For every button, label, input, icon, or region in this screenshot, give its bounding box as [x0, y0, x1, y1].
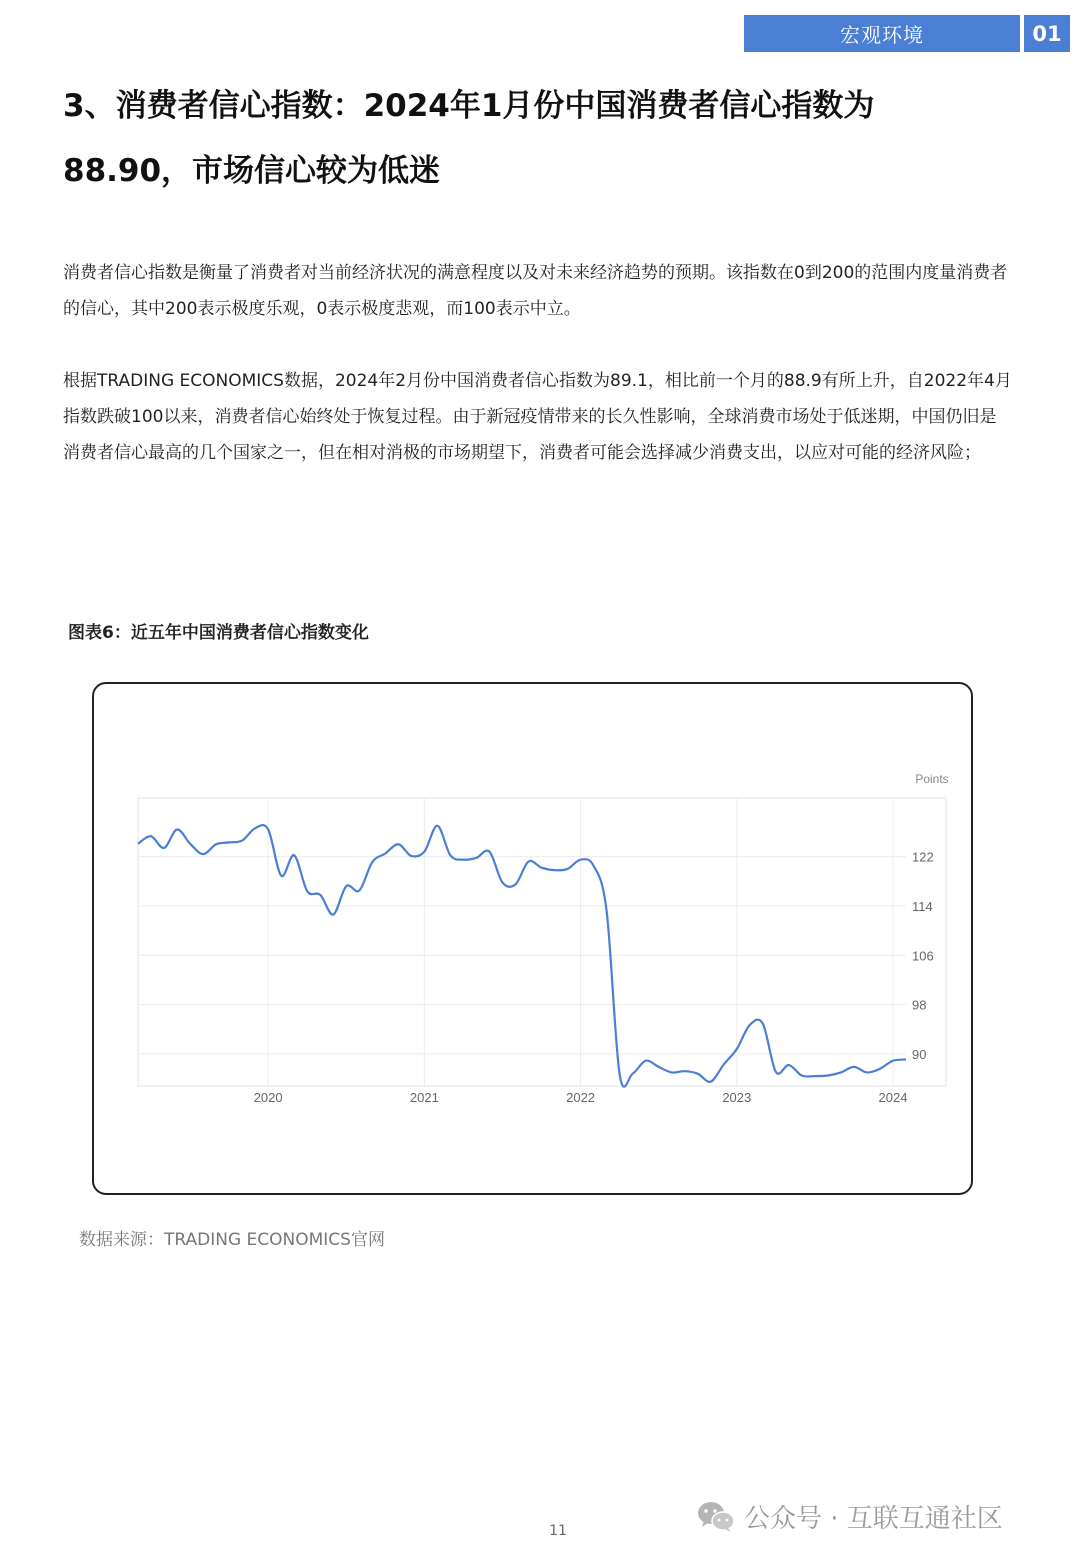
x-tick-label: 2023 — [722, 1090, 752, 1105]
section-number: 01 — [1024, 15, 1070, 52]
x-tick-label: 2021 — [409, 1090, 439, 1105]
chart-frame — [92, 682, 973, 1195]
x-tick-label: 2024 — [878, 1090, 908, 1105]
y-tick-label: 114 — [912, 898, 933, 914]
x-tick-label: 2022 — [566, 1090, 596, 1105]
y-tick-label: 90 — [912, 1046, 927, 1062]
page-heading — [63, 74, 1023, 204]
paragraph-analysis: 根据TRADING ECONOMICS数据，2024年2月份中国消费者信心指数为89.1，相比前一个月的88.9有所上升，自2022年4月指数跌破100以来，消费者信心始终处于恢复过程。由于新冠疫情带来的长久性影响，全球消费市场处于低迷期，中国仍旧是消费者信心最高的几个国家之一，但在相对消极的市场期望下，消费者可能会选择减少消费支出，以应对可能的经济风险； — [63, 371, 1012, 463]
heading-line-2: 88.90，市场信心较为低迷 — [63, 153, 441, 189]
watermark-text: 公众号 · 互联互通社区 — [744, 1504, 1003, 1534]
heading-line-1: 3、消费者信心指数：2024年1月份中国消费者信心指数为 — [63, 88, 875, 124]
y-axis-unit-label: Points — [915, 772, 949, 786]
section-label: 宏观环境 — [744, 15, 1020, 52]
page-number: 11 — [549, 1523, 567, 1539]
source-note: 数据来源：TRADING ECONOMICS官网 — [79, 1230, 385, 1250]
y-tick-label: 122 — [912, 849, 934, 865]
y-tick-label: 106 — [912, 948, 934, 964]
plot-area — [138, 798, 946, 1086]
paragraph-definition: 消费者信心指数是衡量了消费者对当前经济状况的满意程度以及对未来经济趋势的预期。该指数在0到200的范围内度量消费者的信心，其中200表示极度乐观，0表示极度悲观，而100表示中立。 — [63, 263, 1008, 319]
x-tick-label: 2020 — [253, 1090, 283, 1105]
consumer-confidence-chart — [94, 684, 971, 1193]
y-tick-label: 98 — [912, 997, 927, 1013]
figure-caption: 图表6：近五年中国消费者信心指数变化 — [68, 623, 369, 643]
